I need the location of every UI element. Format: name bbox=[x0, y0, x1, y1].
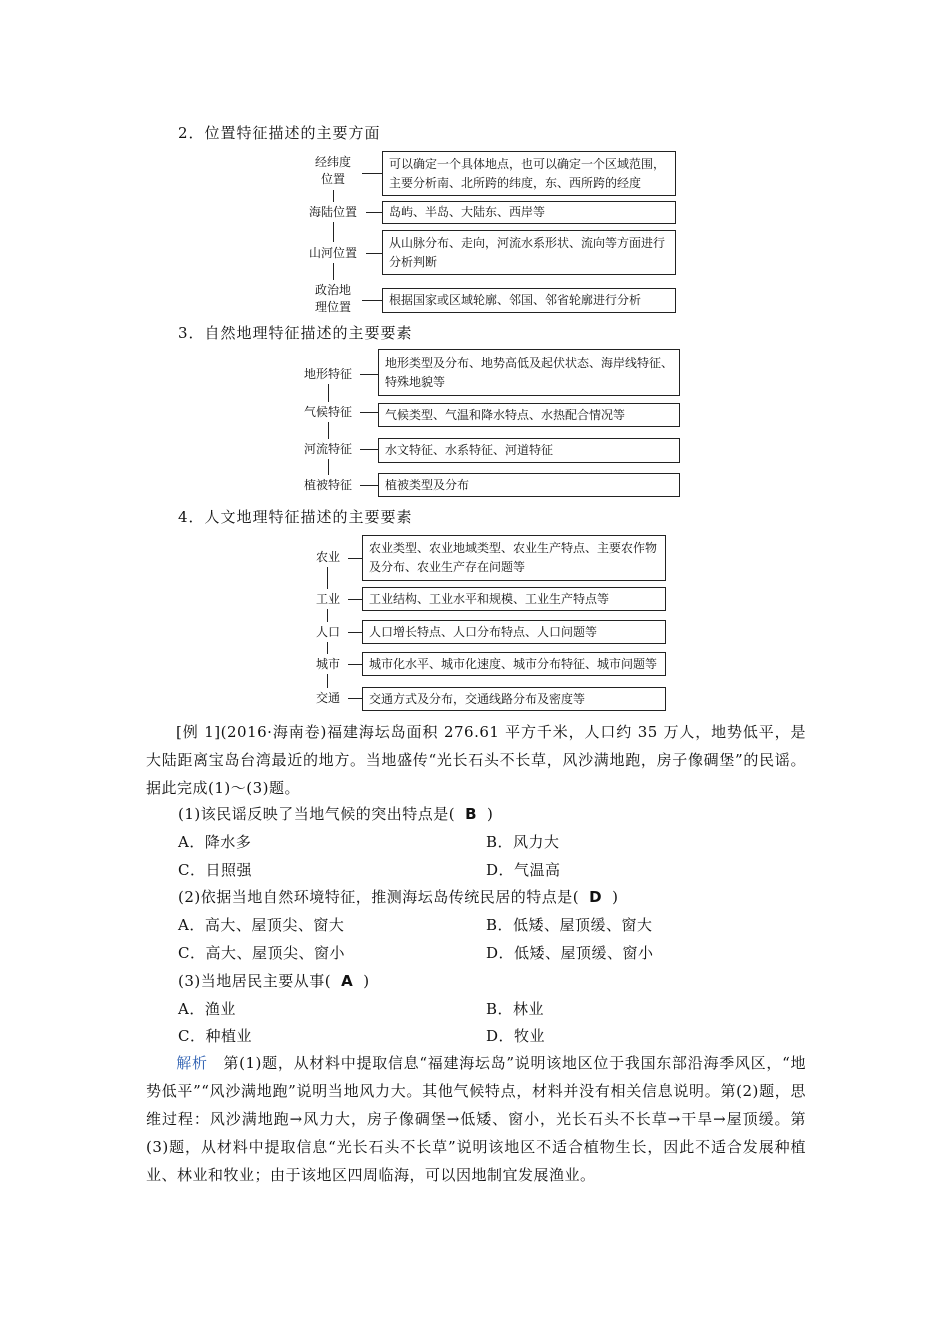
diagram2-box-4: 植被类型及分布 bbox=[378, 473, 680, 497]
diagram3-label-1: 农业 bbox=[315, 550, 340, 564]
diagram1-label-2: 海陆位置 bbox=[308, 205, 357, 219]
diagram1-connector bbox=[333, 190, 334, 202]
q1-option-d: D．气温高 bbox=[486, 861, 561, 879]
diagram3-connector bbox=[348, 664, 362, 665]
example-intro bbox=[146, 718, 806, 802]
diagram1-connector bbox=[366, 253, 382, 254]
diagram3-connector bbox=[327, 567, 328, 589]
q2-option-a: A．高大、屋顶尖、窗大 bbox=[178, 916, 345, 934]
section-2-title: 2．位置特征描述的主要方面 bbox=[178, 124, 381, 142]
q1-option-a: A．降水多 bbox=[178, 833, 252, 851]
question-1-stem: (1)该民谣反映了当地气候的突出特点是( bbox=[178, 805, 456, 823]
diagram3-label-5: 交通 bbox=[315, 691, 340, 705]
analysis-paragraph bbox=[146, 1049, 806, 1189]
q2-option-d: D．低矮、屋顶缓、窗小 bbox=[486, 944, 654, 962]
diagram1-connector bbox=[362, 300, 382, 301]
diagram3-connector bbox=[327, 674, 328, 688]
diagram2-connector bbox=[328, 459, 329, 475]
diagram1-box-2: 岛屿、半岛、大陆东、西岸等 bbox=[382, 201, 676, 224]
diagram1-box-3: 从山脉分布、走向，河流水系形状、流向等方面进行分析判断 bbox=[382, 230, 676, 275]
question-1 bbox=[178, 803, 493, 824]
section-4-title: 4．人文地理特征描述的主要要素 bbox=[178, 508, 413, 526]
diagram3-label-4: 城市 bbox=[315, 657, 340, 671]
diagram3-box-5: 交通方式及分布，交通线路分布及密度等 bbox=[362, 687, 666, 711]
question-2 bbox=[178, 886, 618, 907]
question-2-answer: D bbox=[589, 888, 603, 906]
diagram1-box-1: 可以确定一个具体地点，也可以确定一个区域范围，主要分析南、北所跨的纬度，东、西所跨的经度 bbox=[382, 151, 676, 196]
diagram3-label-2: 工业 bbox=[315, 592, 340, 606]
diagram2-connector bbox=[360, 412, 378, 413]
q3-option-b: B．林业 bbox=[486, 1000, 545, 1018]
question-1-answer: B bbox=[465, 805, 478, 823]
question-3-close: ) bbox=[363, 972, 370, 990]
q2-option-b: B．低矮、屋顶缓、窗大 bbox=[486, 916, 653, 934]
q3-option-c: C．种植业 bbox=[178, 1027, 252, 1045]
diagram2-label-2: 气候特征 bbox=[303, 405, 352, 419]
question-3-answer: A bbox=[341, 972, 354, 990]
diagram1-label-1: 经纬度 位置 bbox=[314, 155, 351, 186]
diagram2-box-1: 地形类型及分布、地势高低及起伏状态、海岸线特征、特殊地貌等 bbox=[378, 349, 680, 396]
diagram3-label-3: 人口 bbox=[315, 625, 340, 639]
question-1-close: ) bbox=[487, 805, 494, 823]
diagram2-label-4: 植被特征 bbox=[303, 478, 352, 492]
diagram2-connector bbox=[360, 485, 378, 486]
question-2-stem: (2)依据当地自然环境特征，推测海坛岛传统民居的特点是( bbox=[178, 888, 580, 906]
diagram3-connector bbox=[348, 558, 362, 559]
section-3-title: 3．自然地理特征描述的主要要素 bbox=[178, 324, 413, 342]
analysis-label: 解析 bbox=[176, 1054, 208, 1072]
q3-option-d: D．牧业 bbox=[486, 1027, 546, 1045]
diagram3-connector bbox=[348, 599, 362, 600]
diagram2-box-3: 水文特征、水系特征、河道特征 bbox=[378, 438, 680, 463]
q3-option-a: A．渔业 bbox=[178, 1000, 236, 1018]
q1-option-b: B．风力大 bbox=[486, 833, 560, 851]
q2-option-c: C．高大、屋顶尖、窗小 bbox=[178, 944, 345, 962]
diagram2-label-3: 河流特征 bbox=[303, 442, 352, 456]
question-3 bbox=[178, 970, 370, 991]
diagram3-box-3: 人口增长特点、人口分布特点、人口问题等 bbox=[362, 620, 666, 644]
diagram2-connector bbox=[328, 384, 329, 402]
diagram3-box-2: 工业结构、工业水平和规模、工业生产特点等 bbox=[362, 587, 666, 611]
diagram1-connector bbox=[333, 263, 334, 280]
diagram3-connector bbox=[348, 632, 362, 633]
diagram3-box-4: 城市化水平、城市化速度、城市分布特征、城市问题等 bbox=[362, 652, 666, 676]
diagram3-connector bbox=[327, 642, 328, 654]
question-3-stem: (3)当地居民主要从事( bbox=[178, 972, 332, 990]
diagram3-connector bbox=[348, 698, 362, 699]
question-2-close: ) bbox=[612, 888, 619, 906]
q1-option-c: C．日照强 bbox=[178, 861, 252, 879]
example-intro-text: [例 1](2016·海南卷)福建海坛岛面积 276.61 平方千米，人口约 35 万人，地势低平，是大陆距离宝岛台湾最近的地方。当地盛传“光长石头不长草，风沙满地跑，房子像碉堡”的民谣。据此完成(1)～(3)题。 bbox=[146, 723, 806, 797]
diagram1-connector bbox=[366, 212, 382, 213]
diagram2-connector bbox=[360, 449, 378, 450]
diagram1-connector bbox=[333, 222, 334, 242]
diagram3-connector bbox=[327, 609, 328, 622]
diagram1-label-4: 政治地 理位置 bbox=[314, 283, 351, 314]
diagram1-connector bbox=[362, 173, 382, 174]
diagram1-label-3: 山河位置 bbox=[308, 246, 357, 260]
diagram2-connector bbox=[328, 422, 329, 439]
diagram2-label-1: 地形特征 bbox=[303, 367, 352, 381]
analysis-text: 第(1)题，从材料中提取信息“福建海坛岛”说明该地区位于我国东部沿海季风区，“地势低平”“风沙满地跑”说明当地风力大。其他气候特点，材料并没有相关信息说明。第(2)题，思维过程：风沙满地跑→风力大，房子像碉堡→低矮、窗小，光长石头不长草→干旱→屋顶缓。第(3)题，从材料中提取信息“光长石头不长草”说明该地区不适合植物生长，因此不适合发展种植业、林业和牧业；由于该地区四周临海，可以因地制宜发展渔业。 bbox=[146, 1054, 806, 1184]
diagram2-connector bbox=[360, 374, 378, 375]
diagram1-box-4: 根据国家或区域轮廓、邻国、邻省轮廓进行分析 bbox=[382, 288, 676, 313]
diagram3-box-1: 农业类型、农业地域类型、农业生产特点、主要农作物及分布、农业生产存在问题等 bbox=[362, 535, 666, 581]
diagram2-box-2: 气候类型、气温和降水特点、水热配合情况等 bbox=[378, 403, 680, 427]
